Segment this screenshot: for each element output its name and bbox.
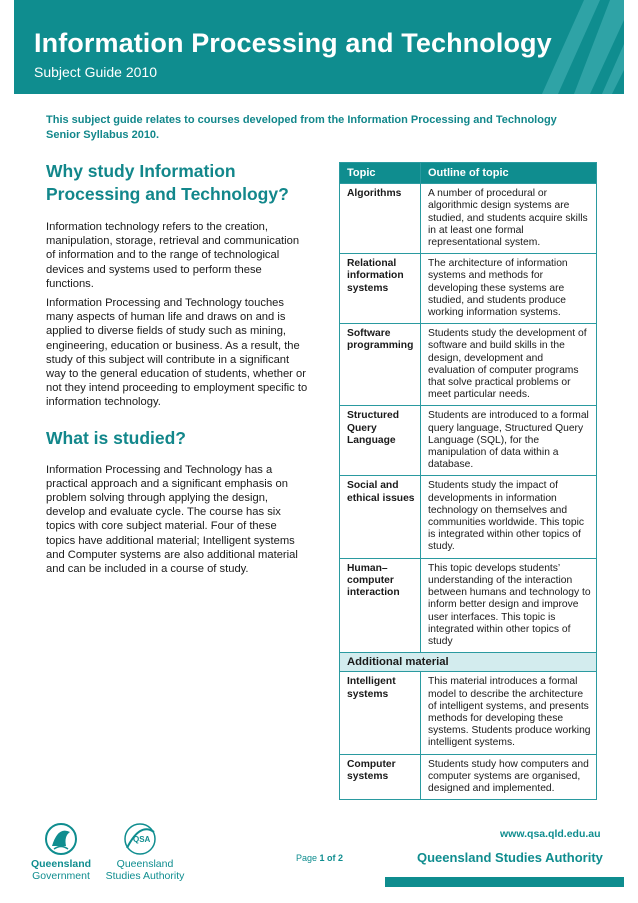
studied-heading: What is studied? — [46, 427, 186, 448]
why-heading: Why study Information Processing and Technology? — [46, 161, 289, 204]
website-link[interactable]: www.qsa.qld.edu.au — [500, 828, 601, 840]
table-row — [340, 406, 597, 476]
qsa-logo-text: QSA — [133, 835, 151, 844]
topic-cell: Computer systems — [340, 754, 421, 800]
page-number — [296, 853, 343, 863]
outline-cell: Students study how computers and computer systems are organised, designed and implemented. — [421, 754, 597, 800]
page-title: Information Processing and Technology — [34, 28, 552, 58]
table-row — [340, 476, 597, 558]
topic-cell: Intelligent systems — [340, 672, 421, 754]
qg-line-1: Queensland — [30, 858, 92, 870]
authority-name: Queensland Studies Authority — [417, 850, 603, 865]
topic-cell: Algorithms — [340, 184, 421, 254]
additional-material-row — [340, 653, 597, 672]
additional-material-label: Additional material — [340, 653, 597, 672]
column-header-topic: Topic — [340, 163, 421, 184]
why-paragraph: Information technology refers to the creation, manipulation, storage, retrieval and communication of information and to the range of technological devices and systems used to perform these functions. — [46, 221, 300, 290]
column-header-outline: Outline of topic — [421, 163, 597, 184]
intro-text: This subject guide relates to courses developed from the Information Processing and Technology Senior Syllabus 2010. — [46, 114, 557, 141]
outline-cell: Students study the impact of developments in information technology on themselves and communities worldwide. This topic is integrated within other topics of study. — [421, 476, 597, 558]
table-row — [340, 254, 597, 324]
header-banner — [14, 0, 624, 94]
queensland-government-crest-icon — [46, 824, 76, 854]
page-subtitle: Subject Guide 2010 — [34, 64, 157, 80]
table-row — [340, 184, 597, 254]
topics-table — [339, 162, 597, 800]
qsa-line-1: Queensland — [116, 858, 174, 870]
outline-cell: The architecture of information systems and methods for developing these systems are studied, and students produce working information systems. — [421, 254, 597, 324]
table-row — [340, 754, 597, 800]
outline-cell: This topic develops students’ understanding of the interaction between humans and technology to inform better design and improve user interfaces. This topic is integrated within other topics of study — [421, 558, 597, 652]
studied-paragraph: Information Processing and Technology has a practical approach and a significant emphasis on problem solving through applying the design, develop and evaluate cycle. The course has six topics with core subject material. Four of these topics have additional material; Intelligent systems and Computer systems are also additional material and can be included in a course of study. — [46, 463, 298, 576]
outline-cell: This material introduces a formal model to describe the architecture of intelligent systems, and presents methods for developing these systems. Students produce working intelligent systems. — [421, 672, 597, 754]
page-current: 1 of 2 — [319, 853, 344, 863]
qsa-line-2: Studies Authority — [105, 870, 185, 882]
why-paragraph: Information Processing and Technology touches many aspects of human life and draws on and is applied to diverse fields of study such as mining, engineering, education or business. As a result, the study of this subject will contribute in a significant way to the general education of students, whether or not they intend proceeding to employment specific to information technology. — [46, 297, 308, 409]
qsa-logo-icon — [125, 824, 155, 854]
table-row — [340, 672, 597, 754]
topic-cell: Software programming — [340, 324, 421, 406]
table-header-row — [340, 163, 597, 184]
outline-cell: A number of procedural or algorithmic design systems are studied, and students acquire skills in at least one formal representational system. — [421, 184, 597, 254]
topic-cell: Social and ethical issues — [340, 476, 421, 558]
qg-line-2: Government — [32, 870, 90, 882]
topic-cell: Relational information systems — [340, 254, 421, 324]
topic-cell: Human–computer interaction — [340, 558, 421, 652]
table-row — [340, 558, 597, 652]
topic-cell: Structured Query Language — [340, 406, 421, 476]
outline-cell: Students are introduced to a formal query language, Structured Query Language (SQL), for the manipulation of data within a database. — [421, 406, 597, 476]
footer-bar — [385, 877, 624, 887]
queensland-government-name — [30, 858, 92, 882]
table-row — [340, 324, 597, 406]
left-column — [46, 160, 308, 576]
qsa-name — [102, 858, 188, 882]
outline-cell: Students study the development of software and build skills in the design, development and evaluation of computer programs that solve practical problems or meet particular needs. — [421, 324, 597, 406]
page-prefix: Page — [296, 853, 318, 863]
